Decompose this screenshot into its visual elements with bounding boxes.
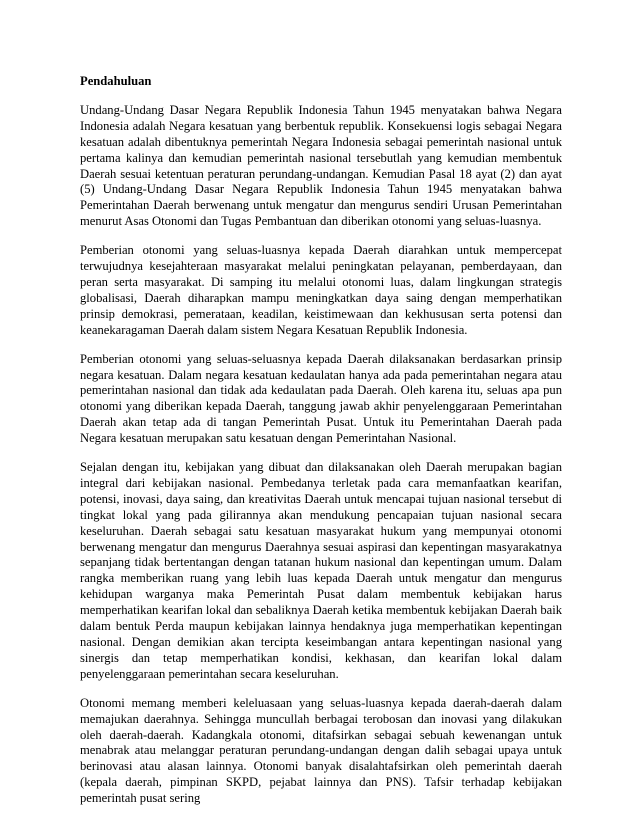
document-body — [80, 74, 562, 807]
paragraph-3: Pemberian otonomi yang seluas-seluasnya kepada Daerah dilaksanakan berdasarkan prinsip negara kesatuan. Dalam negara kesatuan kedaulatan hanya ada pada pemerintahan negara atau pemerintahan nasional dan tidak ada kedaulatan pada Daerah. Oleh karena itu, seluas apa pun otonomi yang diberikan kepada Daerah, tanggung jawab akhir penyelenggaraan Pemerintahan Daerah akan tetap ada di tangan Pemerintah Pusat. Untuk itu Pemerintahan Daerah pada Negara kesatuan merupakan satu kesatuan dengan Pemerintahan Nasional. — [80, 351, 562, 446]
paragraph-5: Otonomi memang memberi keleluasaan yang seluas-luasnya kepada daerah-daerah dalam memajukan daerahnya. Sehingga muncullah berbagai terobosan dan inovasi yang dilakukan oleh daerah-daerah. Kadangkala otonomi, ditafsirkan sebagai sebuah kewenangan untuk menabrak atau melanggar peraturan perundang-undangan dengan dalih sebagai upaya untuk berinovasi atau alasan lainnya. Otonomi banyak disalahtafsirkan oleh pemerintah daerah (kepala daerah, pimpinan SKPD, pejabat lainnya dan PNS). Tafsir terhadap kebijakan pemerintah pusat sering — [80, 695, 562, 806]
paragraph-1: Undang-Undang Dasar Negara Republik Indonesia Tahun 1945 menyatakan bahwa Negara Indonesia adalah Negara kesatuan yang berbentuk republik. Konsekuensi logis sebagai Negara kesatuan adalah dibentuknya pemerintah Negara Indonesia sebagai pemerintah nasional untuk pertama kalinya dan kemudian pemerintah nasional tersebutlah yang kemudian membentuk Daerah sesuai ketentuan peraturan perundang-undangan. Kemudian Pasal 18 ayat (2) dan ayat (5) Undang-Undang Dasar Negara Republik Indonesia Tahun 1945 menyatakan bahwa Pemerintahan Daerah berwenang untuk mengatur dan mengurus sendiri Urusan Pemerintahan menurut Asas Otonomi dan Tugas Pembantuan dan diberikan otonomi yang seluas-luasnya. — [80, 102, 562, 229]
paragraph-2: Pemberian otonomi yang seluas-luasnya kepada Daerah diarahkan untuk mempercepat terwujudnya kesejahteraan masyarakat melalui peningkatan pelayanan, pemberdayaan, dan peran serta masyarakat. Di samping itu melalui otonomi luas, dalam lingkungan strategis globalisasi, Daerah diharapkan mampu meningkatkan daya saing dengan memperhatikan prinsip demokrasi, pemerataan, keadilan, keistimewaan dan kekhususan serta potensi dan keanekaragaman Daerah dalam sistem Negara Kesatuan Republik Indonesia. — [80, 243, 562, 337]
document-title: Pendahuluan — [80, 74, 152, 88]
paragraph-4: Sejalan dengan itu, kebijakan yang dibuat dan dilaksanakan oleh Daerah merupakan bagian integral dari kebijakan nasional. Pembedanya terletak pada cara memanfaatkan kearifan, potensi, inovasi, daya saing, dan kreativitas Daerah untuk mencapai tujuan nasional tersebut di tingkat lokal yang pada gilirannya akan mendukung pencapaian tujuan nasional secara keseluruhan. Daerah sebagai satu kesatuan masyarakat hukum yang mempunyai otonomi berwenang mengatur dan mengurus Daerahnya sesuai aspirasi dan kepentingan masyarakatnya sepanjang tidak bertentangan dengan tatanan hukum nasional dan kepentingan umum. Dalam rangka memberikan ruang yang lebih luas kepada Daerah untuk mengatur dan mengurus kehidupan warganya maka Pemerintah Pusat dalam membentuk kebijakan harus memperhatikan kearifan lokal dan sebaliknya Daerah ketika membentuk kebijakan Daerah baik dalam bentuk Perda maupun kebijakan lainnya hendaknya juga memperhatikan kepentingan nasional. Dengan demikian akan tercipta keseimbangan antara kepentingan nasional yang sinergis dan tetap memperhatikan kondisi, kekhasan, dan kearifan lokal dalam penyelenggaraan pemerintahan secara keseluruhan. — [80, 460, 562, 681]
